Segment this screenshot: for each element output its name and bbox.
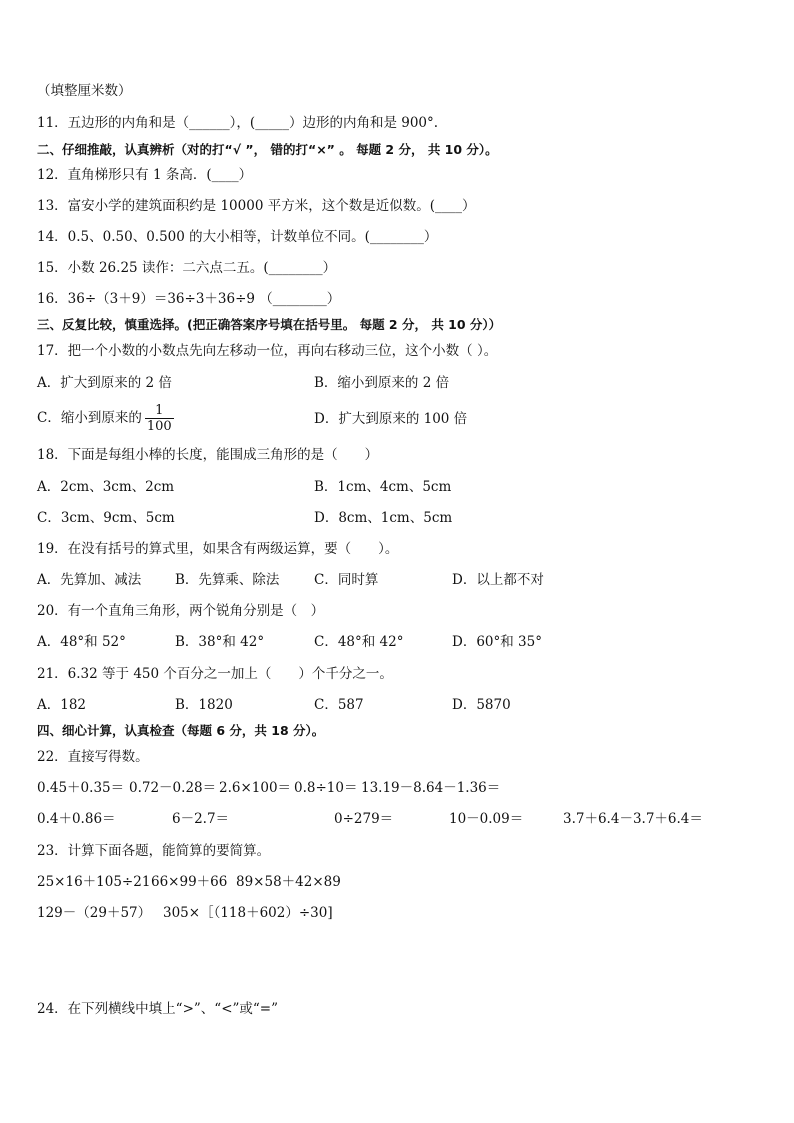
calc-item: 89×58＋42×89 xyxy=(236,874,341,890)
question-18-option-b: B．1cm、4cm、5cm xyxy=(314,479,452,495)
question-24: 24．在下列横线中填上“>”、“<”或“=” xyxy=(37,1001,279,1017)
calc-item: 129－（29＋57） xyxy=(37,905,152,921)
question-17-option-a: A．扩大到原来的 2 倍 xyxy=(37,375,172,391)
question-19-option-d: D．以上都不对 xyxy=(452,572,544,588)
question-17-option-c xyxy=(37,403,174,434)
question-19-option-b: B．先算乘、除法 xyxy=(175,572,280,588)
question-12: 12．直角梯形只有 1 条高．(____） xyxy=(37,167,253,183)
question-17-option-b: B．缩小到原来的 2 倍 xyxy=(314,375,450,391)
question-20-option-b: B．38°和 42° xyxy=(175,634,265,650)
calc-item: 10－0.09＝ xyxy=(449,811,524,827)
question-18-option-d: D．8cm、1cm、5cm xyxy=(314,510,453,526)
question-17-option-d: D．扩大到原来的 100 倍 xyxy=(314,411,468,427)
section-4-heading: 四、细心计算，认真检查（每题 6 分，共 18 分）。 xyxy=(37,723,325,738)
header-note: （填整厘米数） xyxy=(37,83,132,99)
calc-item: 66×99＋66 xyxy=(151,874,228,890)
question-22-stem: 22．直接写得数。 xyxy=(37,749,149,765)
section-2-heading: 二、仔细推敲，认真辨析（对的打“√ ”， 错的打“×” 。 每题 2 分， 共 10 分）。 xyxy=(37,142,498,157)
question-21-option-d: D．5870 xyxy=(452,697,511,713)
calc-item: 0.72－0.28＝ xyxy=(129,780,217,796)
fraction-numerator: 1 xyxy=(145,403,174,419)
question-18-stem: 18．下面是每组小棒的长度，能围成三角形的是（ ） xyxy=(37,447,379,463)
question-21-stem: 21．6.32 等于 450 个百分之一加上（ ）个千分之一。 xyxy=(37,666,393,682)
question-18-option-a: A．2cm、3cm、2cm xyxy=(37,479,175,495)
question-17-stem: 17．把一个小数的小数点先向左移动一位，再向右移动三位，这个小数（ ）。 xyxy=(37,343,498,359)
question-19-option-a: A．先算加、减法 xyxy=(37,572,142,588)
calc-item: 6－2.7＝ xyxy=(172,811,230,827)
calc-item: 0.8÷10＝ xyxy=(294,780,358,796)
calc-item: 0.4＋0.86＝ xyxy=(37,811,116,827)
calc-item: 2.6×100＝ xyxy=(219,780,292,796)
question-19-option-c: C．同时算 xyxy=(314,572,379,588)
question-20-stem: 20．有一个直角三角形，两个锐角分别是（ ） xyxy=(37,603,325,619)
question-20-option-a: A．48°和 52° xyxy=(37,634,126,650)
question-20-option-d: D．60°和 35° xyxy=(452,634,542,650)
question-18-option-c: C．3cm、9cm、5cm xyxy=(37,510,175,526)
question-19-stem: 19．在没有括号的算式里，如果含有两级运算，要（ ）。 xyxy=(37,541,399,557)
calc-item: 25×16＋105÷21 xyxy=(37,874,151,890)
question-11: 11．五边形的内角和是（______），(_____）边形的内角和是 900°. xyxy=(37,115,439,131)
calc-item: 0.45＋0.35＝ xyxy=(37,780,125,796)
question-21-option-c: C．587 xyxy=(314,697,364,713)
question-17-option-c-text: C．缩小到原来的 xyxy=(37,410,142,426)
fraction xyxy=(145,403,174,434)
question-21-option-b: B．1820 xyxy=(175,697,233,713)
question-20-option-c: C．48°和 42° xyxy=(314,634,404,650)
question-14: 14．0.5、0.50、0.500 的大小相等，计数单位不同。(________） xyxy=(37,229,438,245)
question-13: 13．富安小学的建筑面积约是 10000 平方米，这个数是近似数。(____） xyxy=(37,198,476,214)
section-3-heading: 三、反复比较，慎重选择。(把正确答案序号填在括号里。 每题 2 分， 共 10 分）） xyxy=(37,317,502,332)
question-15: 15．小数 26.25 读作：二六点二五。(________） xyxy=(37,260,337,276)
calc-item: 3.7＋6.4－3.7＋6.4＝ xyxy=(563,811,703,827)
calc-item: 13.19－8.64－1.36＝ xyxy=(361,780,501,796)
question-21-option-a: A．182 xyxy=(37,697,87,713)
question-23-stem: 23．计算下面各题，能简算的要简算。 xyxy=(37,843,271,859)
fraction-denominator: 100 xyxy=(146,419,172,434)
calc-item: 0÷279＝ xyxy=(334,811,394,827)
calc-item: 305×［（118＋602）÷30] xyxy=(163,905,333,921)
question-16: 16．36÷（3＋9）＝36÷3＋36÷9 （________） xyxy=(37,291,341,307)
